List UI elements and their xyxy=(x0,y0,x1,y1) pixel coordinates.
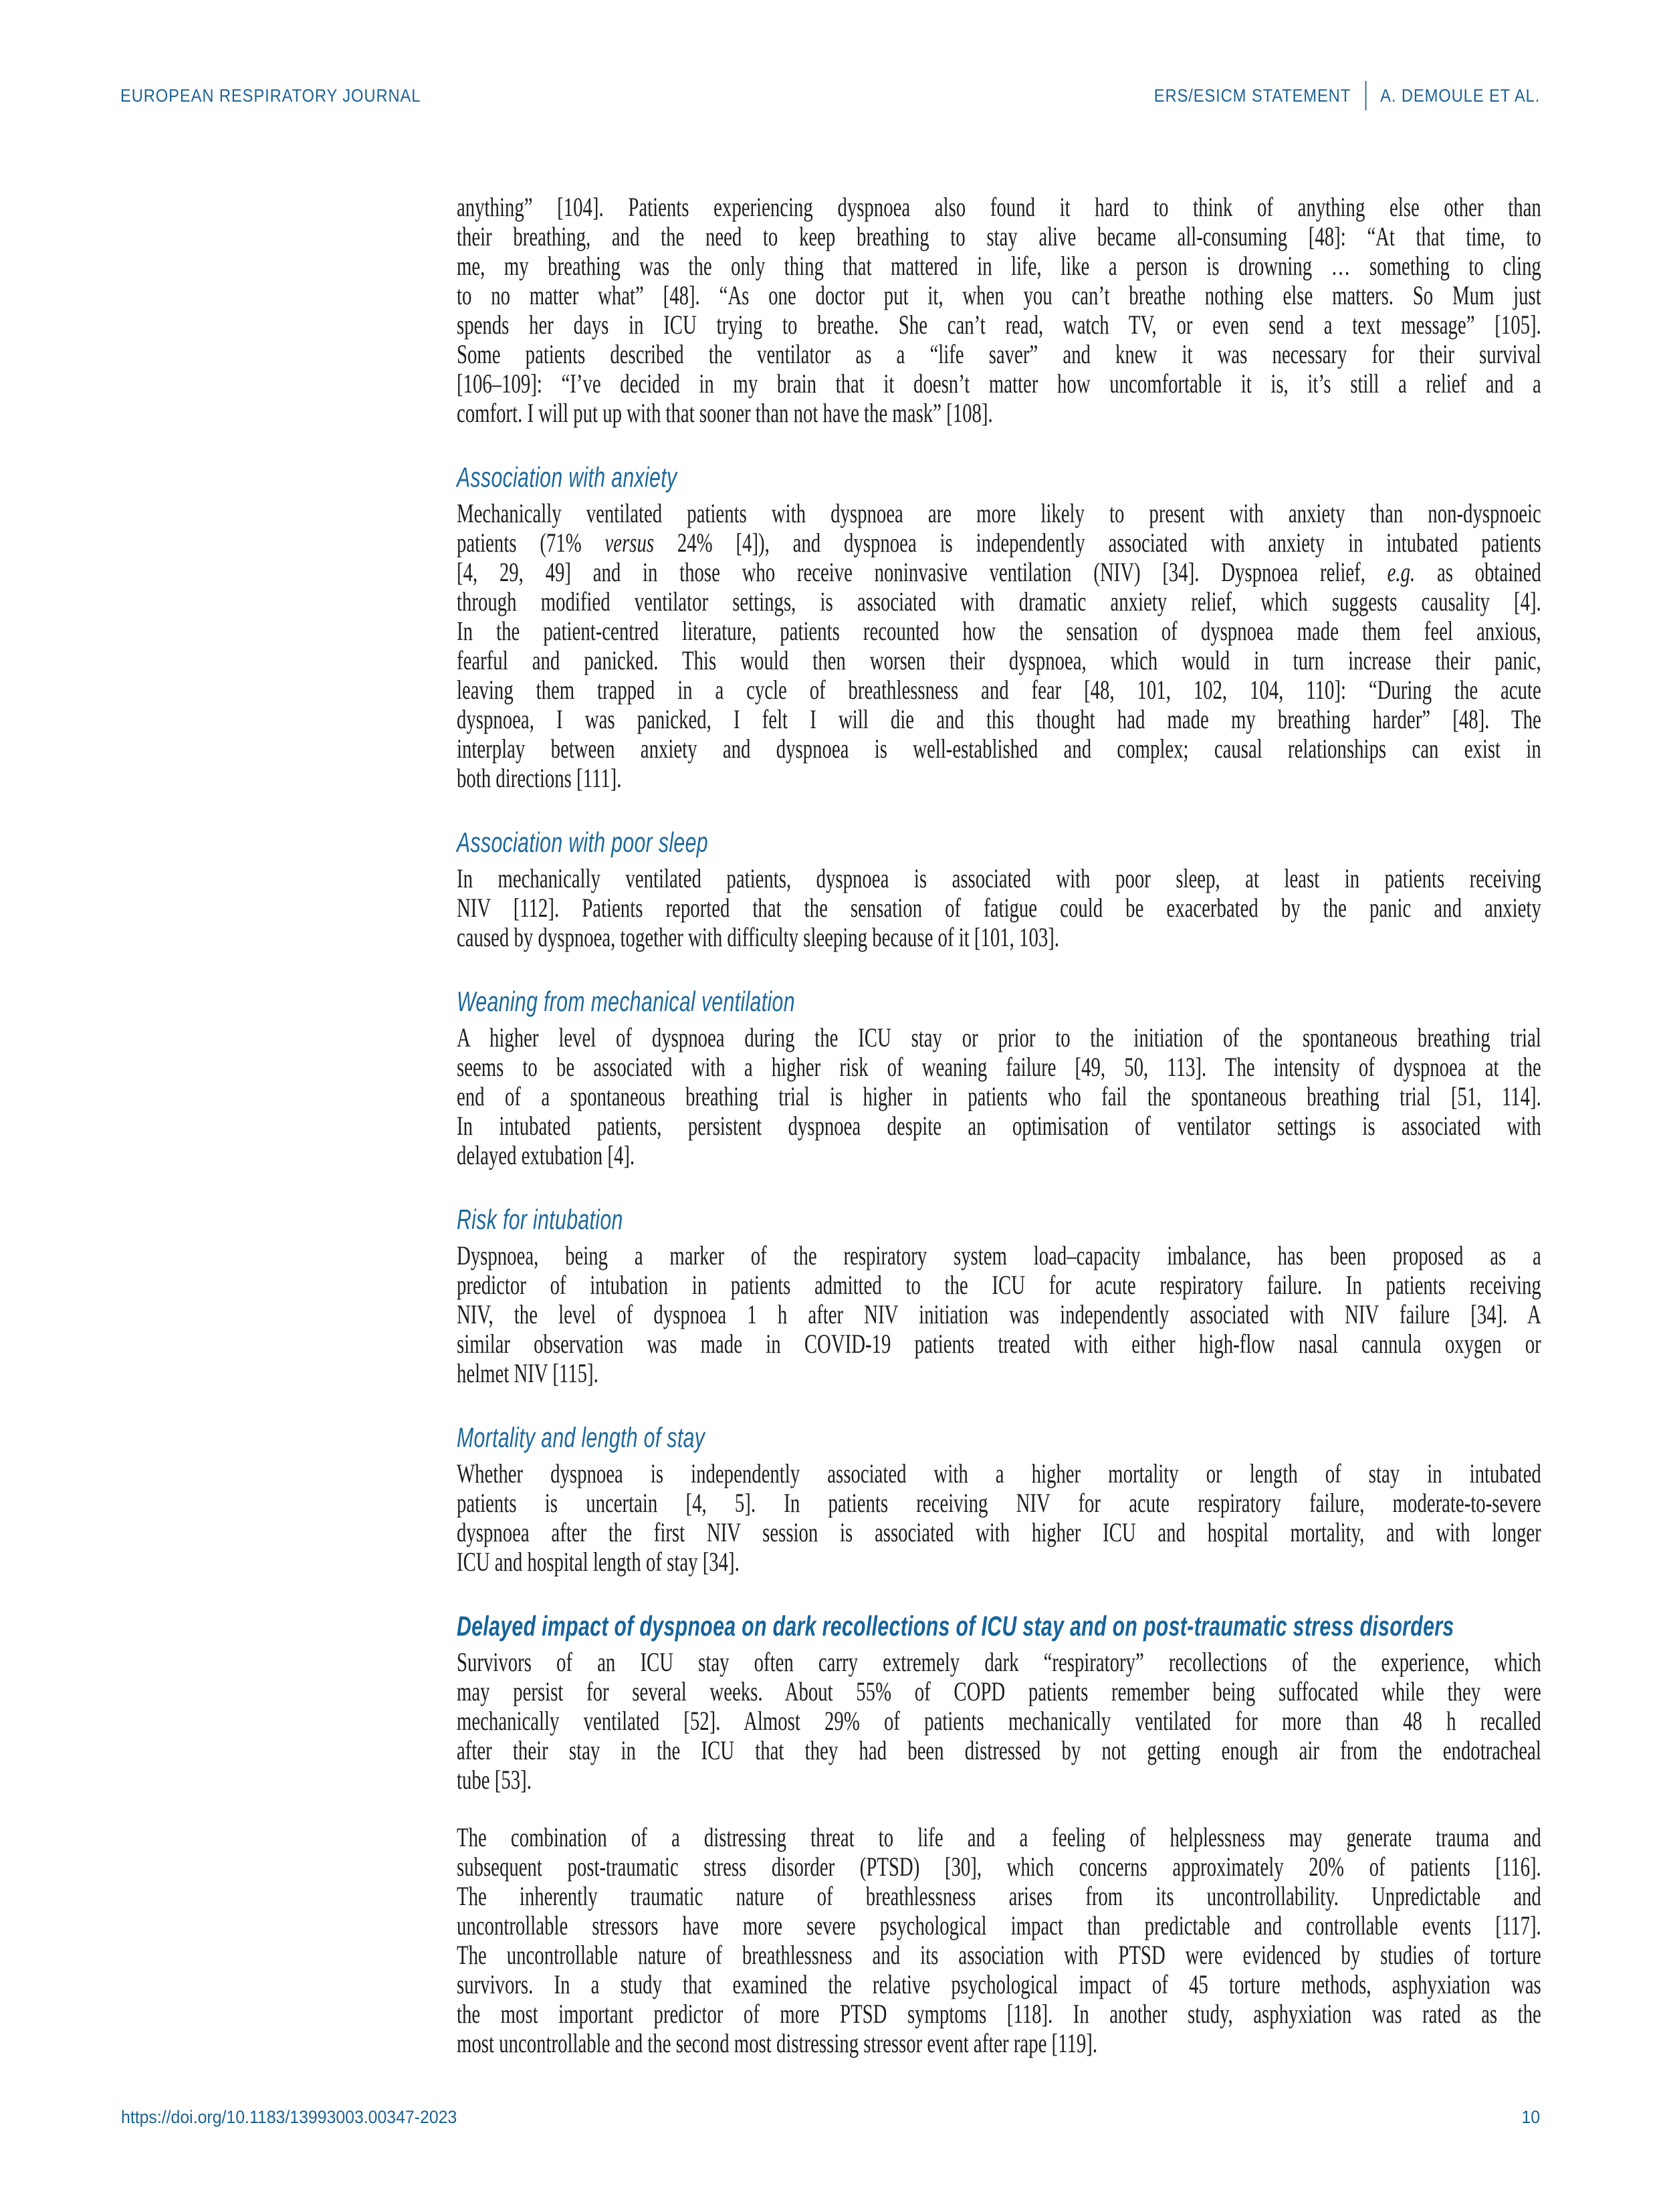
article-body xyxy=(457,193,1541,2086)
page-number: 10 xyxy=(1521,2106,1540,2127)
body-line: NIV, the level of dyspnoea 1 h after NIV initiation was independently associated with NIV failure [34]. A xyxy=(457,1299,1541,1329)
body-line: Whether dyspnoea is independently associated with a higher mortality or length of stay in intubated xyxy=(457,1458,1541,1488)
section-heading: Association with anxiety xyxy=(457,461,677,493)
body-line: both directions [111]. xyxy=(457,763,622,793)
paragraph xyxy=(457,193,1541,428)
body-line: interplay between anxiety and dyspnoea is well-established and complex; causal relationships can exist in xyxy=(457,734,1541,764)
body-line: similar observation was made in COVID-19 patients treated with either high-flow nasal cannula oxygen or xyxy=(457,1329,1541,1359)
body-line: mechanically ventilated [52]. Almost 29% of patients mechanically ventilated for more than 48 h recalled xyxy=(457,1706,1541,1736)
journal-title: EUROPEAN RESPIRATORY JOURNAL xyxy=(120,85,421,106)
body-line: their breathing, and the need to keep breathing to stay alive became all-consuming [48]: “At that time, to xyxy=(457,221,1541,251)
body-line: dyspnoea, I was panicked, I felt I will die and this thought had made my breathing harder” [48]. The xyxy=(457,704,1541,734)
body-line: after their stay in the ICU that they had been distressed by not getting enough air from the endotracheal xyxy=(457,1735,1541,1765)
body-line: patients (71% versus 24% [4]), and dyspnoea is independently associated with anxiety in intubated patients xyxy=(457,528,1541,558)
body-line: uncontrollable stressors have more severe psychological impact than predictable and controllable events [117]. xyxy=(457,1910,1541,1941)
body-line: In mechanically ventilated patients, dyspnoea is associated with poor sleep, at least in patients receiving xyxy=(457,863,1541,893)
body-line: predictor of intubation in patients admitted to the ICU for acute respiratory failure. In patients receiving xyxy=(457,1270,1541,1300)
body-line: Survivors of an ICU stay often carry extremely dark “respiratory” recollections of the experience, which xyxy=(457,1647,1541,1677)
body-line: through modified ventilator settings, is associated with dramatic anxiety relief, which suggests causality [4]. xyxy=(457,586,1541,617)
section-heading: Risk for intubation xyxy=(457,1204,623,1235)
body-line: NIV [112]. Patients reported that the sensation of fatigue could be exacerbated by the panic and anxiety xyxy=(457,893,1541,923)
body-line: anything” [104]. Patients experiencing dyspnoea also found it hard to think of anything else other than xyxy=(457,192,1541,222)
body-line: In the patient-centred literature, patients recounted how the sensation of dyspnoea made them feel anxious, xyxy=(457,616,1541,646)
paragraph xyxy=(457,864,1541,952)
body-line: Mechanically ventilated patients with dyspnoea are more likely to present with anxiety than non-dyspnoeic xyxy=(457,498,1541,528)
section-heading: Weaning from mechanical ventilation xyxy=(457,986,795,1017)
body-line: to no matter what” [48]. “As one doctor put it, when you can’t breathe nothing else matters. So Mum just xyxy=(457,280,1541,310)
paragraph xyxy=(457,1823,1541,2058)
body-line: Dyspnoea, being a marker of the respiratory system load–capacity imbalance, has been proposed as a xyxy=(457,1240,1541,1270)
body-line: [106–109]: “I’ve decided in my brain that it doesn’t matter how uncomfortable it is, it’s still a relief and a xyxy=(457,368,1541,399)
paragraph xyxy=(457,499,1541,793)
paragraph xyxy=(457,1459,1541,1577)
body-line: The inherently traumatic nature of breathlessness arises from its uncontrollability. Unpredictable and xyxy=(457,1881,1541,1911)
paragraph xyxy=(457,1241,1541,1388)
body-line: most uncontrollable and the second most distressing stressor event after rape [119]. xyxy=(457,2028,1098,2058)
body-line: may persist for several weeks. About 55% of COPD patients remember being suffocated while they were xyxy=(457,1676,1541,1706)
body-line: end of a spontaneous breathing trial is higher in patients who fail the spontaneous breathing trial [51, 114]. xyxy=(457,1081,1541,1111)
body-line: dyspnoea after the first NIV session is associated with higher ICU and hospital mortality, and with longer xyxy=(457,1517,1541,1547)
section-heading: Mortality and length of stay xyxy=(457,1422,705,1453)
body-line: fearful and panicked. This would then worsen their dyspnoea, which would in turn increase their panic, xyxy=(457,645,1541,675)
body-line: the most important predictor of more PTSD symptoms [118]. In another study, asphyxiation was rated as the xyxy=(457,1999,1541,2029)
body-line: A higher level of dyspnoea during the ICU stay or prior to the initiation of the spontaneous breathing trial xyxy=(457,1022,1541,1053)
body-line: caused by dyspnoea, together with difficulty sleeping because of it [101, 103]. xyxy=(457,922,1060,952)
authors-label: A. DEMOULE ET AL. xyxy=(1379,85,1540,106)
body-line: comfort. I will put up with that sooner than not have the mask” [108]. xyxy=(457,398,993,428)
body-line: survivors. In a study that examined the relative psychological impact of 45 torture methods, asphyxiation was xyxy=(457,1969,1541,1999)
body-line: [4, 29, 49] and in those who receive noninvasive ventilation (NIV) [34]. Dyspnoea relief, e.g. as obtained xyxy=(457,557,1541,587)
section-heading: Association with poor sleep xyxy=(457,826,708,858)
paragraph xyxy=(457,1023,1541,1170)
body-line: me, my breathing was the only thing that mattered in life, like a person is drowning … something to cling xyxy=(457,251,1541,281)
body-line: Some patients described the ventilator as a “life saver” and knew it was necessary for their survival xyxy=(457,339,1541,369)
body-line: delayed extubation [4]. xyxy=(457,1140,635,1170)
body-line: spends her days in ICU trying to breathe. She can’t read, watch TV, or even send a text message” [105]. xyxy=(457,310,1541,340)
body-line: patients is uncertain [4, 5]. In patients receiving NIV for acute respiratory failure, moderate-to-severe xyxy=(457,1488,1541,1518)
body-line: seems to be associated with a higher risk of weaning failure [49, 50, 113]. The intensity of dyspnoea at the xyxy=(457,1052,1541,1082)
page-header xyxy=(120,80,1540,111)
doi-link[interactable]: https://doi.org/10.1183/13993003.00347-2023 xyxy=(121,2106,457,2127)
body-line: leaving them trapped in a cycle of breathlessness and fear [48, 101, 102, 104, 110]: “During the acute xyxy=(457,675,1541,705)
body-line: subsequent post-traumatic stress disorder (PTSD) [30], which concerns approximately 20% of patients [116]. xyxy=(457,1852,1541,1882)
body-line: The uncontrollable nature of breathlessness and its association with PTSD were evidenced by studies of torture xyxy=(457,1940,1541,1970)
running-head xyxy=(1154,81,1540,110)
paragraph xyxy=(457,1648,1541,1795)
page-footer xyxy=(121,2104,1540,2130)
header-divider xyxy=(1365,81,1366,110)
body-line: The combination of a distressing threat to life and a feeling of helplessness may generate trauma and xyxy=(457,1822,1541,1852)
body-line: helmet NIV [115]. xyxy=(457,1358,598,1388)
body-line: tube [53]. xyxy=(457,1765,532,1795)
section-heading: Delayed impact of dyspnoea on dark recollections of ICU stay and on post-traumatic stress disorders xyxy=(457,1610,1454,1642)
body-line: ICU and hospital length of stay [34]. xyxy=(457,1547,740,1577)
statement-label: ERS/ESICM STATEMENT xyxy=(1153,85,1351,106)
body-line: In intubated patients, persistent dyspnoea despite an optimisation of ventilator settings is associated with xyxy=(457,1111,1541,1141)
